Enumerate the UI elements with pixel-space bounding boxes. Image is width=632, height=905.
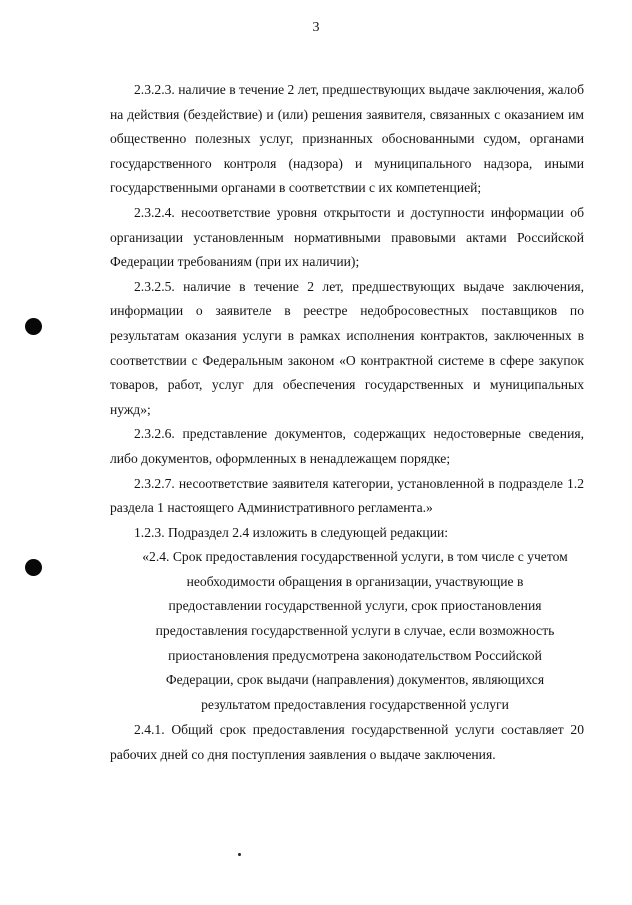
punch-hole-upper [25,318,42,335]
clause-2-3-2-3: 2.3.2.3. наличие в течение 2 лет, предшествующих выдаче заключения, жалоб на действия (бездействие) и (или) решения заявителя, связанных с оказанием им общественно полезных услуг, признанных обоснованными судом, органами государственного контроля (надзора) и муниципального надзора, иными государственными органами в соответствии с их компетенцией; [110,82,584,196]
heading-line: «2.4. Срок предоставления государственной услуги, в том числе с учетом [142,549,568,565]
clause-2-3-2-7: 2.3.2.7. несоответствие заявителя категории, установленной в подразделе 1.2 раздела 1 настоящего Административного регламента.» [110,475,584,516]
page-number: 3 [312,20,320,35]
heading-line: предоставления государственной услуги в случае, если возможность [155,623,555,639]
heading-line: предоставлении государственной услуги, срок приостановления [168,598,542,614]
scan-speck [238,853,241,856]
heading-line: Федерации, срок выдачи (направления) документов, являющихся [165,672,545,688]
section-heading-2-4 [110,545,584,717]
punch-hole-lower [25,559,42,576]
clause-2-3-2-6: 2.3.2.6. представление документов, содержащих недостоверные сведения, либо документов, оформленных в ненадлежащем порядке; [110,426,584,466]
clause-2-3-2-4: 2.3.2.4. несоответствие уровня открытости и доступности информации об организации установленным нормативными правовыми актами Российской Федерации требованиям (при их наличии); [110,204,584,270]
document-body [110,78,584,768]
clause-2-3-2-5: 2.3.2.5. наличие в течение 2 лет, предшествующих выдаче заключения, информации о заявителе в реестре недобросовестных поставщиков по результатам оказания услуги в рамках исполнения контрактов, заключенных в соответствии с Федеральным законом «О контрактной системе в сфере закупок товаров, работ, услуг для обеспечения государственных и муниципальных нужд»; [110,278,584,417]
heading-line: необходимости обращения в организации, участвующие в [186,573,524,589]
heading-line: результатом предоставления государственной услуги [201,696,509,712]
heading-line: приостановления предусмотрена законодательством Российской [168,647,542,663]
clause-2-4-1: 2.4.1. Общий срок предоставления государственной услуги составляет 20 рабочих дней со дня поступления заявления о выдаче заключения. [110,722,584,763]
clause-1-2-3: 1.2.3. Подраздел 2.4 изложить в следующей редакции: [134,524,449,540]
